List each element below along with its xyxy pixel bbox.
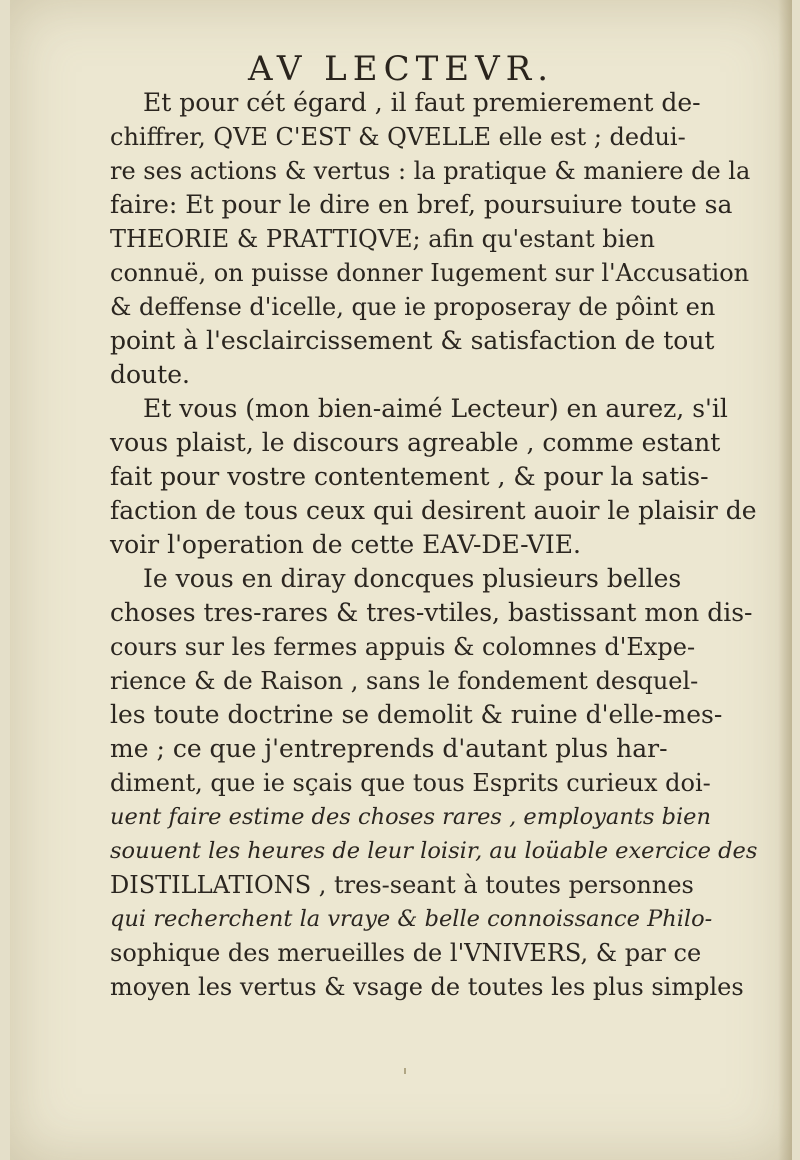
text-line: Et vous (mon bien-aimé Lecteur) en aurez, s'il: [143, 394, 728, 423]
text-line: doute.: [110, 360, 190, 389]
text-line: THEORIE & PRATTIQVE; afin qu'estant bien: [110, 225, 655, 253]
text-line: choses tres-rares & tres-vtiles, bastissant mon dis-: [110, 598, 753, 627]
text-line: cours sur les fermes appuis & colomnes d'Expe-: [110, 633, 696, 661]
text-line: re ses actions & vertus : la pratique & maniere de la: [110, 157, 751, 185]
text-line: vous plaist, le discours agreable , comme estant: [110, 428, 721, 457]
page-header: AV LECTEVR.: [247, 49, 555, 89]
text-line: me ; ce que j'entreprends d'autant plus har-: [110, 734, 668, 763]
text-line: chiffrer, QVE C'EST & QVELLE elle est ; dedui-: [110, 123, 686, 151]
text-line: diment, que ie sçais que tous Esprits curieux doi-: [110, 769, 711, 797]
text-line: souuent les heures de leur loisir, au loüable exercice des: [110, 838, 758, 864]
text-line: qui recherchent la vraye & belle connoissance Philo-: [110, 906, 713, 932]
text-line: rience & de Raison , sans le fondement desquel-: [110, 667, 699, 695]
text-line: uent faire estime des choses rares , employants bien: [110, 804, 711, 830]
text-line: DISTILLATIONS , tres-seant à toutes personnes: [110, 871, 694, 899]
book-page: [10, 0, 792, 1160]
text-line: faction de tous ceux qui desirent auoir le plaisir de: [110, 496, 757, 525]
ink-speck: [404, 1068, 406, 1074]
text-line: point à l'esclaircissement & satisfaction de tout: [110, 326, 715, 355]
text-line: voir l'operation de cette EAV-DE-VIE.: [110, 530, 581, 559]
text-line: fait pour vostre contentement , & pour la satis-: [110, 462, 709, 491]
text-line: faire: Et pour le dire en bref, poursuiure toute sa: [110, 190, 733, 219]
text-line: connuë, on puisse donner Iugement sur l'Accusation: [110, 259, 750, 287]
text-line: Ie vous en diray doncques plusieurs belles: [143, 564, 682, 593]
text-line: & deffense d'icelle, que ie proposeray de pôint en: [110, 293, 716, 321]
text-line: Et pour cét égard , il faut premierement de-: [143, 88, 701, 117]
text-line: sophique des merueilles de l'VNIVERS, & par ce: [110, 939, 702, 967]
text-line: les toute doctrine se demolit & ruine d'elle-mes-: [110, 700, 723, 729]
text-line: moyen les vertus & vsage de toutes les plus simples: [110, 973, 744, 1001]
